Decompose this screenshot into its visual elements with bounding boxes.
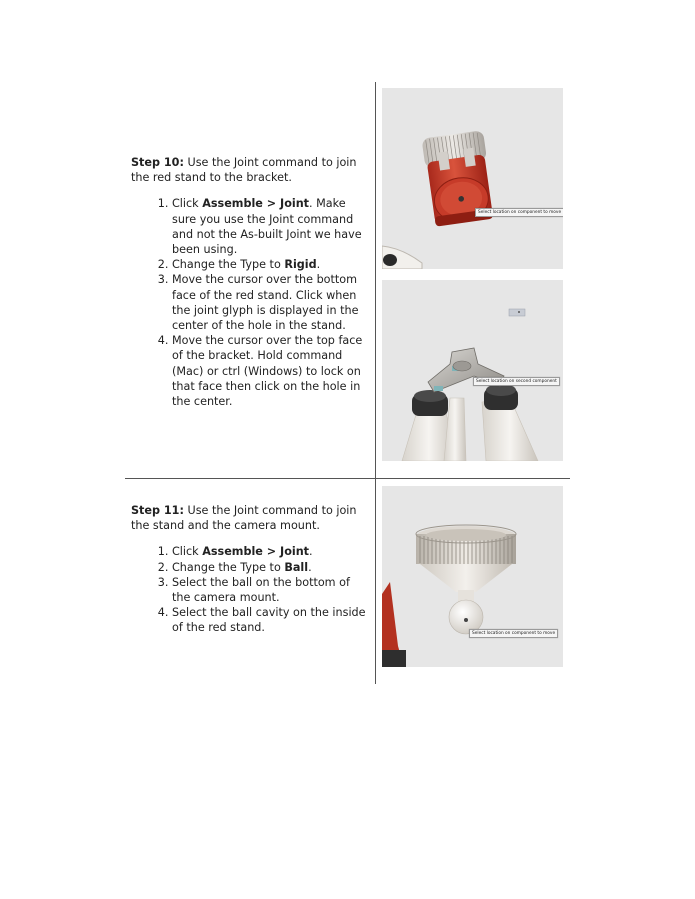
instruction-text: Change the Type to bbox=[172, 258, 285, 272]
instruction-emphasis: Assemble > Joint bbox=[202, 197, 310, 211]
instruction-item bbox=[172, 257, 369, 272]
instruction-text: Click bbox=[172, 545, 203, 559]
instruction-item bbox=[172, 560, 369, 575]
instruction-item bbox=[172, 575, 369, 605]
step-11-description: Use the Joint command to join the stand and the camera mount. bbox=[131, 504, 357, 533]
step-10-instructions bbox=[131, 155, 369, 409]
tooltip-select-component-to-move-ball: Select location on component to move bbox=[469, 629, 558, 638]
instruction-text: Move the cursor over the bottom face of the red stand. Click when the joint glyph is displayed in the center of the hole in the stand. bbox=[172, 273, 359, 333]
tooltip-select-second-component: Select location on second component bbox=[473, 377, 560, 386]
instruction-text: Select the ball cavity on the inside of the red stand. bbox=[172, 606, 366, 635]
instruction-item bbox=[172, 544, 369, 559]
tooltip-select-component-to-move: Select location on component to move bbox=[475, 208, 563, 217]
screenshot-bracket-top bbox=[382, 280, 563, 461]
column-divider-bottom bbox=[375, 479, 376, 684]
red-stand-illustration bbox=[382, 88, 563, 269]
instruction-text: Select the ball on the bottom of the camera mount. bbox=[172, 575, 350, 605]
camera-mount-illustration bbox=[382, 486, 563, 667]
instruction-item bbox=[172, 333, 369, 409]
step-11-label: Step 11: bbox=[131, 504, 184, 517]
instruction-text: Click bbox=[172, 197, 203, 211]
screenshot-red-stand-bottom bbox=[382, 88, 563, 269]
instruction-text: . bbox=[309, 545, 313, 559]
instruction-item bbox=[172, 196, 369, 257]
step-10-description: Use the Joint command to join the red stand to the bracket. bbox=[131, 156, 357, 185]
step-10-list bbox=[131, 196, 369, 409]
step-11-list bbox=[131, 544, 369, 635]
instruction-text: Change the Type to bbox=[172, 560, 285, 574]
column-divider-top bbox=[375, 82, 376, 479]
instruction-text: . bbox=[316, 258, 321, 272]
instruction-text: . Make sure you use the Joint command and not the As-built Joint we have been using. bbox=[172, 197, 362, 257]
tripod-bracket-illustration bbox=[382, 280, 563, 461]
row-divider bbox=[125, 478, 570, 479]
step-10-title bbox=[131, 155, 369, 185]
screenshot-camera-mount-ball bbox=[382, 486, 563, 667]
step-11-instructions bbox=[131, 503, 369, 636]
step-10-label: Step 10: bbox=[131, 156, 184, 169]
instruction-text: . bbox=[308, 560, 312, 574]
instruction-emphasis: Assemble > Joint bbox=[202, 545, 310, 559]
instruction-item bbox=[172, 605, 369, 635]
instruction-emphasis: Rigid bbox=[284, 258, 317, 272]
instruction-emphasis: Ball bbox=[284, 560, 309, 574]
step-11-title bbox=[131, 503, 369, 533]
instruction-item bbox=[172, 272, 369, 333]
instruction-text: Move the cursor over the top face of the bracket. Hold command (Mac) or ctrl (Windows) to lock on that face then click on the hole in the center. bbox=[172, 334, 363, 409]
